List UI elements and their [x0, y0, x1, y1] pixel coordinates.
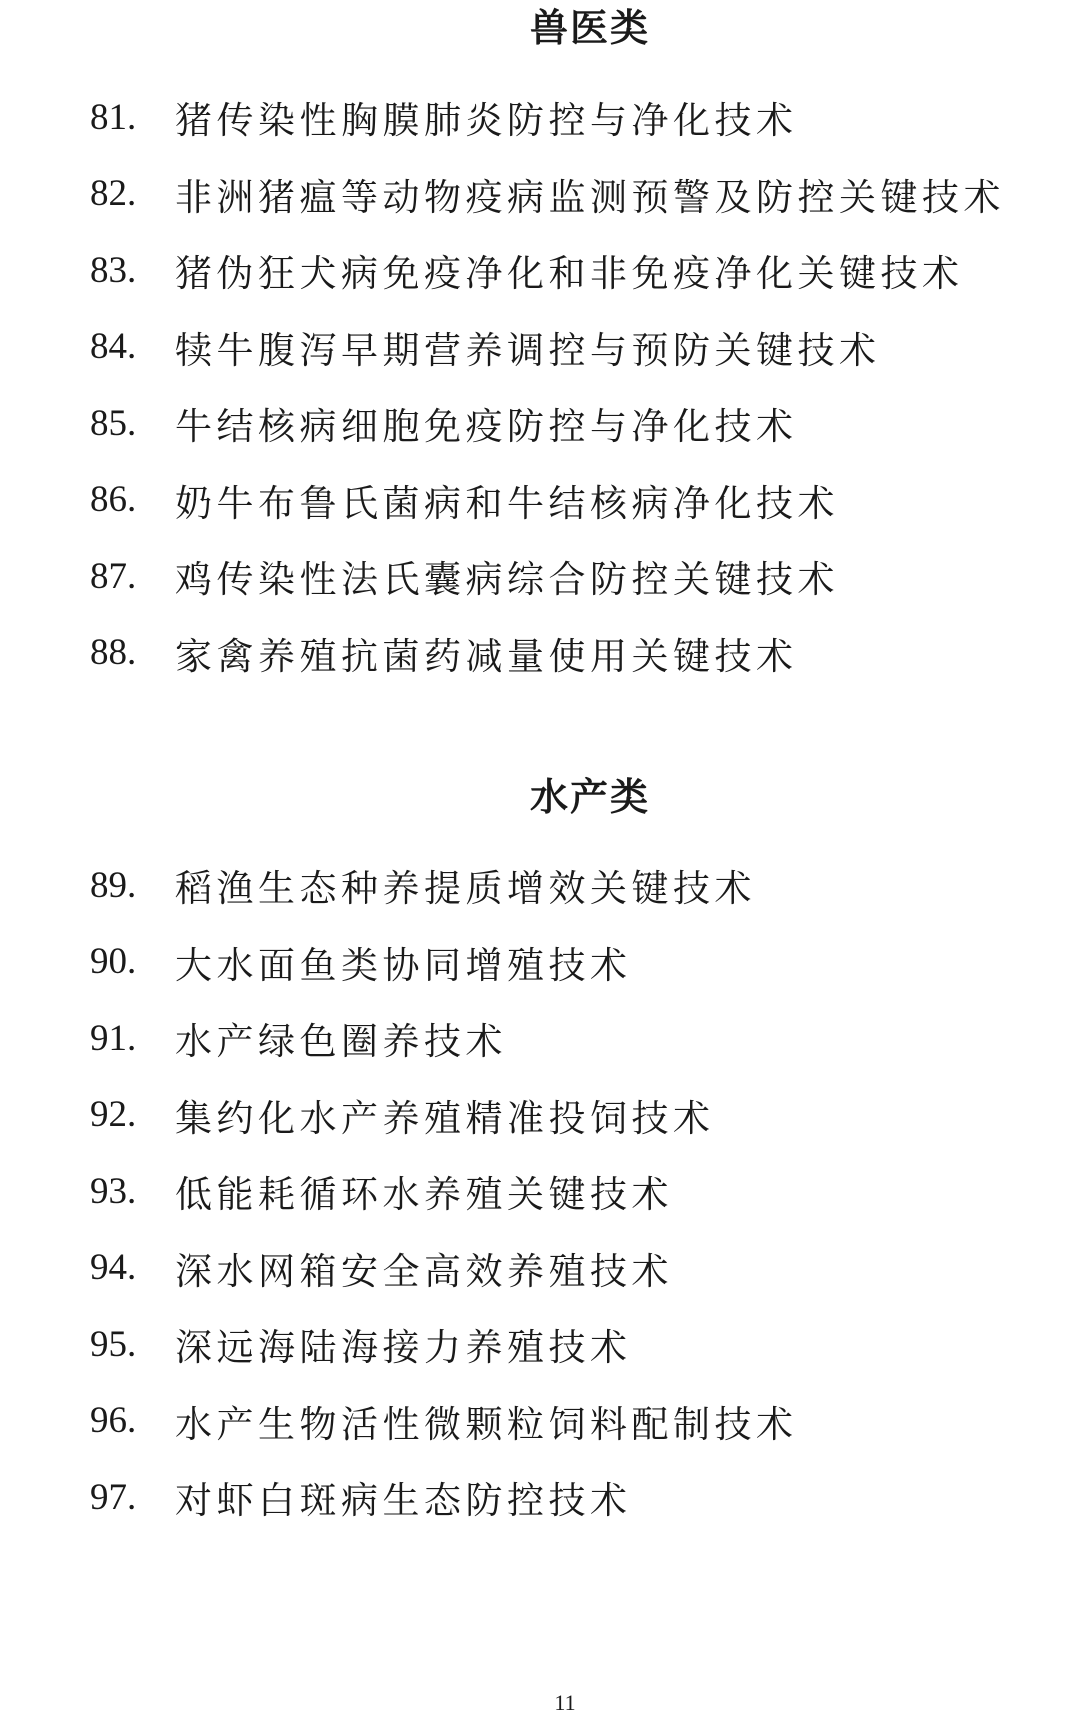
item-number: 89.: [90, 864, 137, 906]
item-text: 猪伪狂犬病免疫净化和非免疫净化关键技术: [175, 252, 964, 296]
item-number: 85.: [90, 402, 137, 444]
list-item: [90, 1383, 798, 1460]
item-number: 92.: [90, 1094, 137, 1136]
aquaculture-list: [90, 847, 798, 1536]
item-number: 94.: [90, 1247, 137, 1289]
item-number: 86.: [90, 479, 137, 521]
item-number: 93.: [90, 1170, 137, 1212]
item-text: 集约化水产养殖精准投饲技术: [175, 1096, 715, 1140]
item-text: 对虾白斑病生态防控技术: [175, 1479, 632, 1523]
section-title-veterinary: 兽医类: [529, 6, 650, 50]
list-item: [90, 1306, 798, 1383]
list-item: [90, 1230, 798, 1307]
list-item: [90, 924, 798, 1001]
item-text: 鸡传染性法氏囊病综合防控关键技术: [175, 558, 839, 602]
list-item: [90, 232, 1005, 309]
list-item: [90, 1459, 798, 1536]
list-item: [90, 156, 1005, 233]
item-number: 88.: [90, 632, 137, 674]
item-text: 猪传染性胸膜肺炎防控与净化技术: [175, 99, 798, 143]
item-text: 水产生物活性微颗粒饲料配制技术: [175, 1402, 798, 1446]
item-text: 家禽养殖抗菌药减量使用关键技术: [175, 634, 798, 678]
item-number: 82.: [90, 173, 137, 215]
item-text: 大水面鱼类协同增殖技术: [175, 943, 632, 987]
item-number: 84.: [90, 326, 137, 368]
item-number: 87.: [90, 555, 137, 597]
item-number: 81.: [90, 96, 137, 138]
list-item: [90, 847, 798, 924]
list-item: [90, 462, 1005, 539]
item-text: 深水网箱安全高效养殖技术: [175, 1249, 673, 1293]
item-text: 犊牛腹泻早期营养调控与预防关键技术: [175, 328, 881, 372]
item-text: 非洲猪瘟等动物疫病监测预警及防控关键技术: [175, 175, 1005, 219]
item-text: 奶牛布鲁氏菌病和牛结核病净化技术: [175, 481, 839, 525]
section-title-aquaculture: 水产类: [529, 775, 650, 819]
list-item: [90, 615, 1005, 692]
item-number: 83.: [90, 249, 137, 291]
item-text: 牛结核病细胞免疫防控与净化技术: [175, 405, 798, 449]
page-number: 11: [554, 1690, 576, 1715]
item-text: 稻渔生态种养提质增效关键技术: [175, 867, 756, 911]
veterinary-list: [90, 79, 1005, 691]
list-item: [90, 538, 1005, 615]
list-item: [90, 309, 1005, 386]
list-item: [90, 1000, 798, 1077]
list-item: [90, 79, 1005, 156]
item-number: 91.: [90, 1017, 137, 1059]
item-number: 90.: [90, 941, 137, 983]
item-number: 95.: [90, 1323, 137, 1365]
item-text: 深远海陆海接力养殖技术: [175, 1326, 632, 1370]
item-number: 96.: [90, 1400, 137, 1442]
item-number: 97.: [90, 1476, 137, 1518]
item-text: 水产绿色圈养技术: [175, 1020, 507, 1064]
list-item: [90, 1153, 798, 1230]
item-text: 低能耗循环水养殖关键技术: [175, 1173, 673, 1217]
list-item: [90, 385, 1005, 462]
list-item: [90, 1077, 798, 1154]
